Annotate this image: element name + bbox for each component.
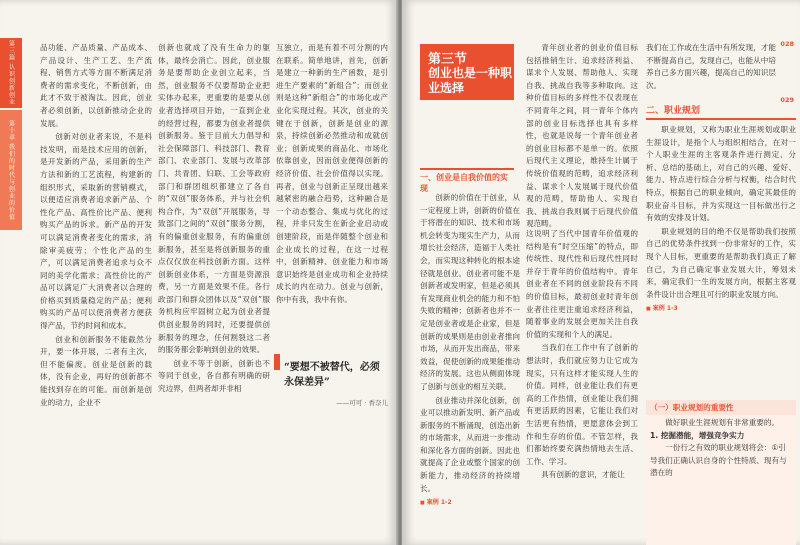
chapter-side-tab: 第三篇 认识创新创业 — [0, 38, 22, 108]
paragraph: 一份行之有效的职业规划将会：①引导我们正确认识自身的个性特质、现有与潜在的 — [650, 443, 787, 478]
right-column-1-top — [526, 42, 638, 232]
paragraph: 当我们在工作中有了创新的想法时，我们就应努力让它成为现实，只有这样才能实现人生的价值。同样，创业能让我们有更高的工作热情，创业能让我们拥有更活跃的因素，它能让我们对生活更有热情，更愿意体会到工作和生存的价值。不管怎样，我们都始终要充满热情地去生活、工作、学习。 — [526, 343, 638, 466]
highlight-box-heading: （一）职业规划的重要性 — [646, 400, 796, 415]
quote-text: “要想不被替代，必须永保差异” — [284, 362, 380, 388]
paragraph: 互独立，而是有着不可分割的内在联系。简单地讲，首先，创新是建立一种新的生产函数，是引进生产要素的“新组合”；而创业则是这种“新组合”的市场化或产业化实现过程。其次，创业的关键在于创新，创新是创业的源泉，持续创新必然推动和成就创业；创新成果的商品化、市场化依靠创业，因而创业便得创新的经济价值、社会价值得以实现。再者，创业与创新正呈现出越来越紧密的融合趋势，这种融合是一个动态整合、集成与优化的过程，并非只发生在新企业启动或创建阶段，而是伴随整个创业和企业成长的过程，在这一过程中，创新精神、创业能力和市场意识始终是创业成功和企业持续成长的内在动力。创业与创新，你中有我，我中有你。 — [276, 43, 388, 304]
right-column-2 — [526, 228, 638, 483]
paragraph: 职业规划的目的绝不仅是帮助我们按照自己的优势条件找到一份非常好的工作，实现个人目标，更重要的是帮助我们真正了解自己，为自己确定事业发展大计，筹划未来，确定我们一生的发展方向，根据主客观条件设计出合理且可行的职业发展方向。 — [646, 226, 796, 299]
paragraph: 创业推动并深化创新，创业可以推动新发明、新产品或新服务的不断涌现，创造出新的市场需求，从而进一步推动和深化各方面的创新。因此也就提高了企业或整个国家的创新能力，推动经济的持续增长。 — [420, 395, 520, 493]
page-number: 028 — [780, 40, 794, 48]
paragraph: 具有创新的意识，才能让 — [541, 470, 625, 480]
paragraph: 品功能、产品质量、产品成本、产品设计、生产工艺、生产流程、销售方式等方面不断满足消费者的需求变化，不断创新，由此才不致于被淘汰。因此，创业者必须创新，以创新推动企业的发展。 — [40, 43, 152, 128]
highlight-box-body — [646, 415, 796, 545]
paragraph: 创新的价值在于创业，从一定程度上讲，创新的价值在于将潜在的知识、技术和市场机会转变为现实生产力，从而增长社会经济，造福于人类社会，而实现这种转化的根本途径就是创业。创业者可能不是创新者或发明家，但是必须具有发现商业机会的能力和不怕失败的精神；创新者也并不一定是创业者或是企业家，但是创新的成果则是由创业者推向市场，从而开发出商品，带来效益，促使创新的成果能推动经济的发展。这也从侧面体现了创新与创业的相互关联。 — [420, 193, 520, 391]
section-side-tab: 第十章 我们的时代与创业的价值 — [0, 110, 22, 230]
right-column-3-body — [646, 124, 796, 316]
quote-author: ——可可 · 香奈儿 — [336, 399, 388, 407]
paragraph: 1. 挖掘潜能，增强竞争实力 — [650, 430, 745, 440]
paragraph: 做好职业生涯规划有非常重要的。 — [665, 418, 780, 427]
paragraph: 我们在工作或在生活中有所发现，才能不断提高自己，发现自己，也能从中培养自己多方面兴趣，提高自己的知识层次。 — [646, 43, 776, 90]
section-title: 创业也是一种职业选择 — [428, 66, 513, 95]
section-number: 第三节 — [428, 52, 468, 67]
paragraph: 创新对创业者来说，不是科技发明，而是技术应用的创新，是开发新的产品，采用新的生产方法和新的工艺流程，构建新的组织形式，采取新的营销模式，以便适应消费者追求新产品、个性化产品、高性价比产品、便利购买产品的诉求。新产品的开发可以满足消费者变化的需求，消除审美疲劳；个性化产品的生产，可以满足消费者追求与众不同的美学化需求；高性价比的产品可以满足广大消费者以合理的价格买到质量稳定的产品；便利购买的产品可以使消费者方便获得产品，节约时间和成本。 — [40, 132, 152, 331]
case-tag: ■ 案例 1-3 — [646, 303, 678, 316]
paragraph: 职业规划，又称为职业生涯规划或职业生涯设计，是指个人与组织相结合，在对一个人职业生涯的主客观条件进行测定、分析、总结的基础上，对自己的兴趣、爱好、能力、特点进行综合分析与权衡，结合时代特点，根据自己的职业倾向，确定其最佳的职业奋斗目标，并为实现这一目标做出行之有效的安排及计划。 — [646, 125, 796, 223]
page-number: 029 — [780, 96, 794, 104]
quote-box — [276, 360, 388, 407]
right-page — [402, 0, 800, 545]
left-column-1 — [40, 42, 152, 410]
quote-accent-bar — [274, 354, 280, 370]
section-banner — [420, 44, 514, 100]
right-column-3-top — [646, 42, 776, 93]
case-tag: ■ 案例 1-2 — [420, 497, 452, 510]
paragraph: 创新也就成了没有生命力的躯体，最终会消亡。因此，创业服务是要帮助企业创立起来，当然，创业服务不仅要帮助企业把实体办起来，更重要的是要从创业者选择项目开始，一直到企业的经营过程，都要为创业者提供创新服务。鉴于目前大力倡导和社会保障部门、科技部门、教育部门、农业部门、发展与改革部门、共青团、妇联、工会等政府部门和群团组织都建立了各自的“双创”服务体系，并与社会机构合作，为“双创”开展服务，导致部门之间的“双创”服务分割，有的偏重创业服务，有的偏重创新服务，甚至是将创新服务的重点仅仅放在科技创新方面。这样创新创业体系，一方面是资源浪费，另一方面是效果不佳。各行政部门和群众团体以及“双创”服务机构应牢固树立起为创业者提供创业服务的同时，还要提供创新服务的理念，任何割裂这二者的服务都会影响到创业的效果。 — [158, 43, 270, 355]
paragraph: 这说明了当代中国青年价值观的结构是有“时空压缩”的特点，即传统性、现代性和后现代性同时并存于青年的价值结构中。青年创业者在不同的创业阶段有不同的价值目标，最初创业时青年创业者往往更注重追求经济利益，随着事业的发展会更加关注自我价值的实现和个人的满足。 — [526, 229, 638, 339]
subsection-heading: 一、创业是自我价值的实现 — [420, 168, 514, 194]
paragraph: 创业不等于创新，创新也不等同于创业，各自都有明确的研究边界，但两者却并非相 — [158, 358, 270, 394]
right-column-1-bottom — [420, 192, 520, 510]
left-column-2 — [158, 42, 270, 397]
left-column-3 — [276, 42, 388, 307]
paragraph: 创业和创新服务不能截然分开，要一体开展，二者有主次，但不能偏废。创业是创新的载体，没有企业，再好的创新都不能找到存在的可能。而创新是创业的动力，企业不 — [40, 334, 152, 407]
subsection-heading: 二、职业规划 — [646, 103, 796, 120]
paragraph: 青年创业者的创业价值目标包括推销生计、追求经济利益、谋求个人发展、帮助他人、实现自我、挑战自我等多种取向。这种价值目标的多样性不仅表现在不同青年之间，同一青年个体内部的创业目标选择也具有多样性，也就是说每一个青年创业者的创业目标都不是单一的。依照后现代主义理论，维持生计属于传统价值观的范畴，追求经济利益、谋求个人发展属于现代价值观的范畴，帮助他人、实现自我、挑战自我则属于后现代价值观范畴。 — [526, 43, 638, 229]
left-page — [0, 0, 398, 545]
